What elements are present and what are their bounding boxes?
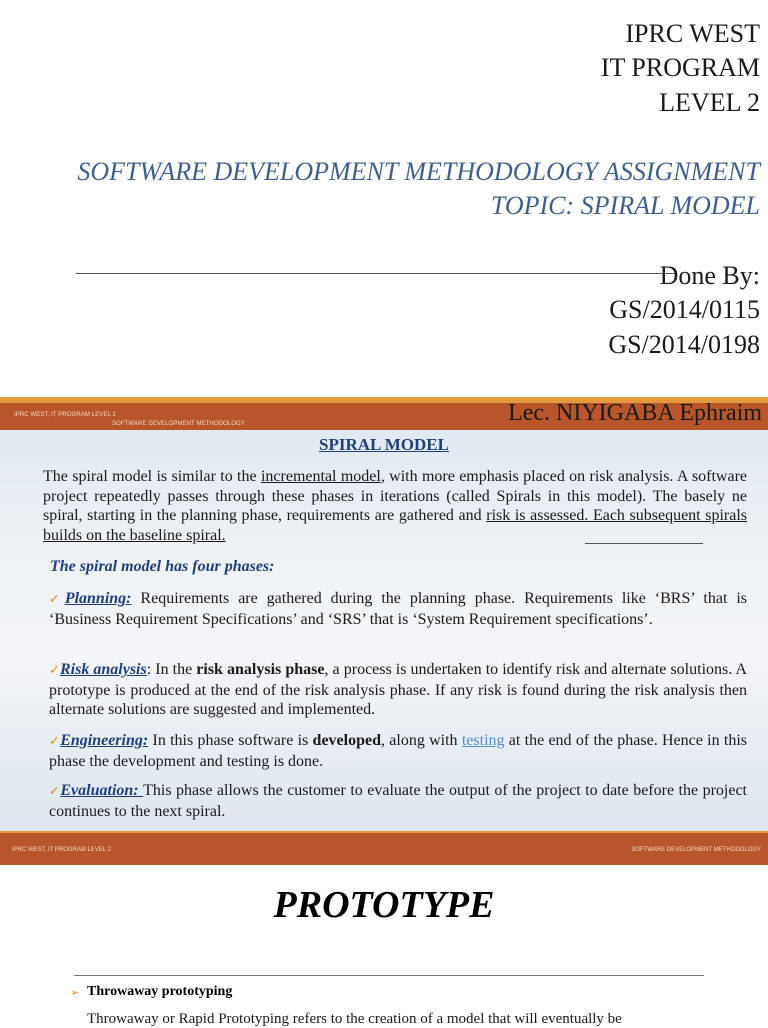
paragraph-underline <box>585 543 703 544</box>
lecturer-name: Lec. NIYIGABA Ephraim <box>508 400 762 426</box>
divider-line <box>76 273 676 274</box>
intro-paragraph: The spiral model is similar to the incremental model, with more emphasis placed on risk analysis. A software project repeatedly passes through these phases in iterations (called Spirals in this model). The basely ne spiral, starting in the planning phase, requirements are gathered and risk is assessed. Each subsequent spirals builds on the baseline spiral. <box>43 468 748 544</box>
student-id: GS/2014/0198 <box>608 330 760 359</box>
assignment-title: SOFTWARE DEVELOPMENT METHODOLOGY ASSIGNMENT <box>77 157 760 186</box>
student-id: GS/2014/0115 <box>609 295 760 324</box>
done-by-label: Done By: <box>659 261 760 290</box>
checkmark-icon: ✓ <box>49 592 65 607</box>
arrow-bullet-icon: ➢ <box>70 986 80 999</box>
level-label: LEVEL 2 <box>659 88 760 117</box>
phase-planning: ✓Planning: Requirements are gathered during the planning phase. Requirements like ‘BRS’ that is ‘Business Requirement Specifications’ and ‘SRS’ that is ‘System Requirement specifications’. <box>49 590 747 628</box>
institution-name: IPRC WEST <box>625 19 760 48</box>
divider-line <box>74 975 704 976</box>
footer-right-label: SOFTWARE DEVELOPMENT METHODOLOGY <box>631 847 761 853</box>
checkmark-icon: ✓ <box>49 734 61 749</box>
slide-heading: SPIRAL MODEL <box>319 435 449 454</box>
testing-link[interactable]: testing <box>461 732 505 749</box>
phase-engineering: ✓Engineering: In this phase software is developed, along with testing at the end of the phase. Hence in this phase the development and testing is done. <box>49 732 747 770</box>
header-course-label: SOFTWARE DEVELOPMENT METHODOLOGY <box>112 421 245 427</box>
header-program-label: IPRC WEST, IT PROGRAM LEVEL 2 <box>14 412 116 418</box>
phases-heading: The spiral model has four phases: <box>50 558 275 575</box>
topic-title: TOPIC: SPIRAL MODEL <box>490 191 760 220</box>
footer-left-label: IPRC WEST, IT PROGRAM LEVEL 2 <box>12 847 112 853</box>
program-name: IT PROGRAM <box>600 53 760 82</box>
checkmark-icon: ✓ <box>49 663 60 678</box>
phase-evaluation: ✓Evaluation: This phase allows the customer to evaluate the output of the project to date before the project continues to the next spiral. <box>49 782 747 820</box>
incremental-model-link[interactable]: incremental model <box>260 468 381 485</box>
prototype-title: PROTOTYPE <box>273 884 495 926</box>
phase-risk-analysis: ✓Risk analysis: In the risk analysis phase, a process is undertaken to identify risk and alternate solutions. A prototype is produced at the end of the risk analysis phase. If any risk is found during the risk analysis then alternate solutions are suggested and implemented. <box>49 661 747 718</box>
throwaway-paragraph: Throwaway or Rapid Prototyping refers to the creation of a model that will eventually be <box>87 1011 622 1027</box>
bullet-throwaway-prototyping: Throwaway prototyping <box>87 984 233 999</box>
checkmark-icon: ✓ <box>49 784 61 799</box>
